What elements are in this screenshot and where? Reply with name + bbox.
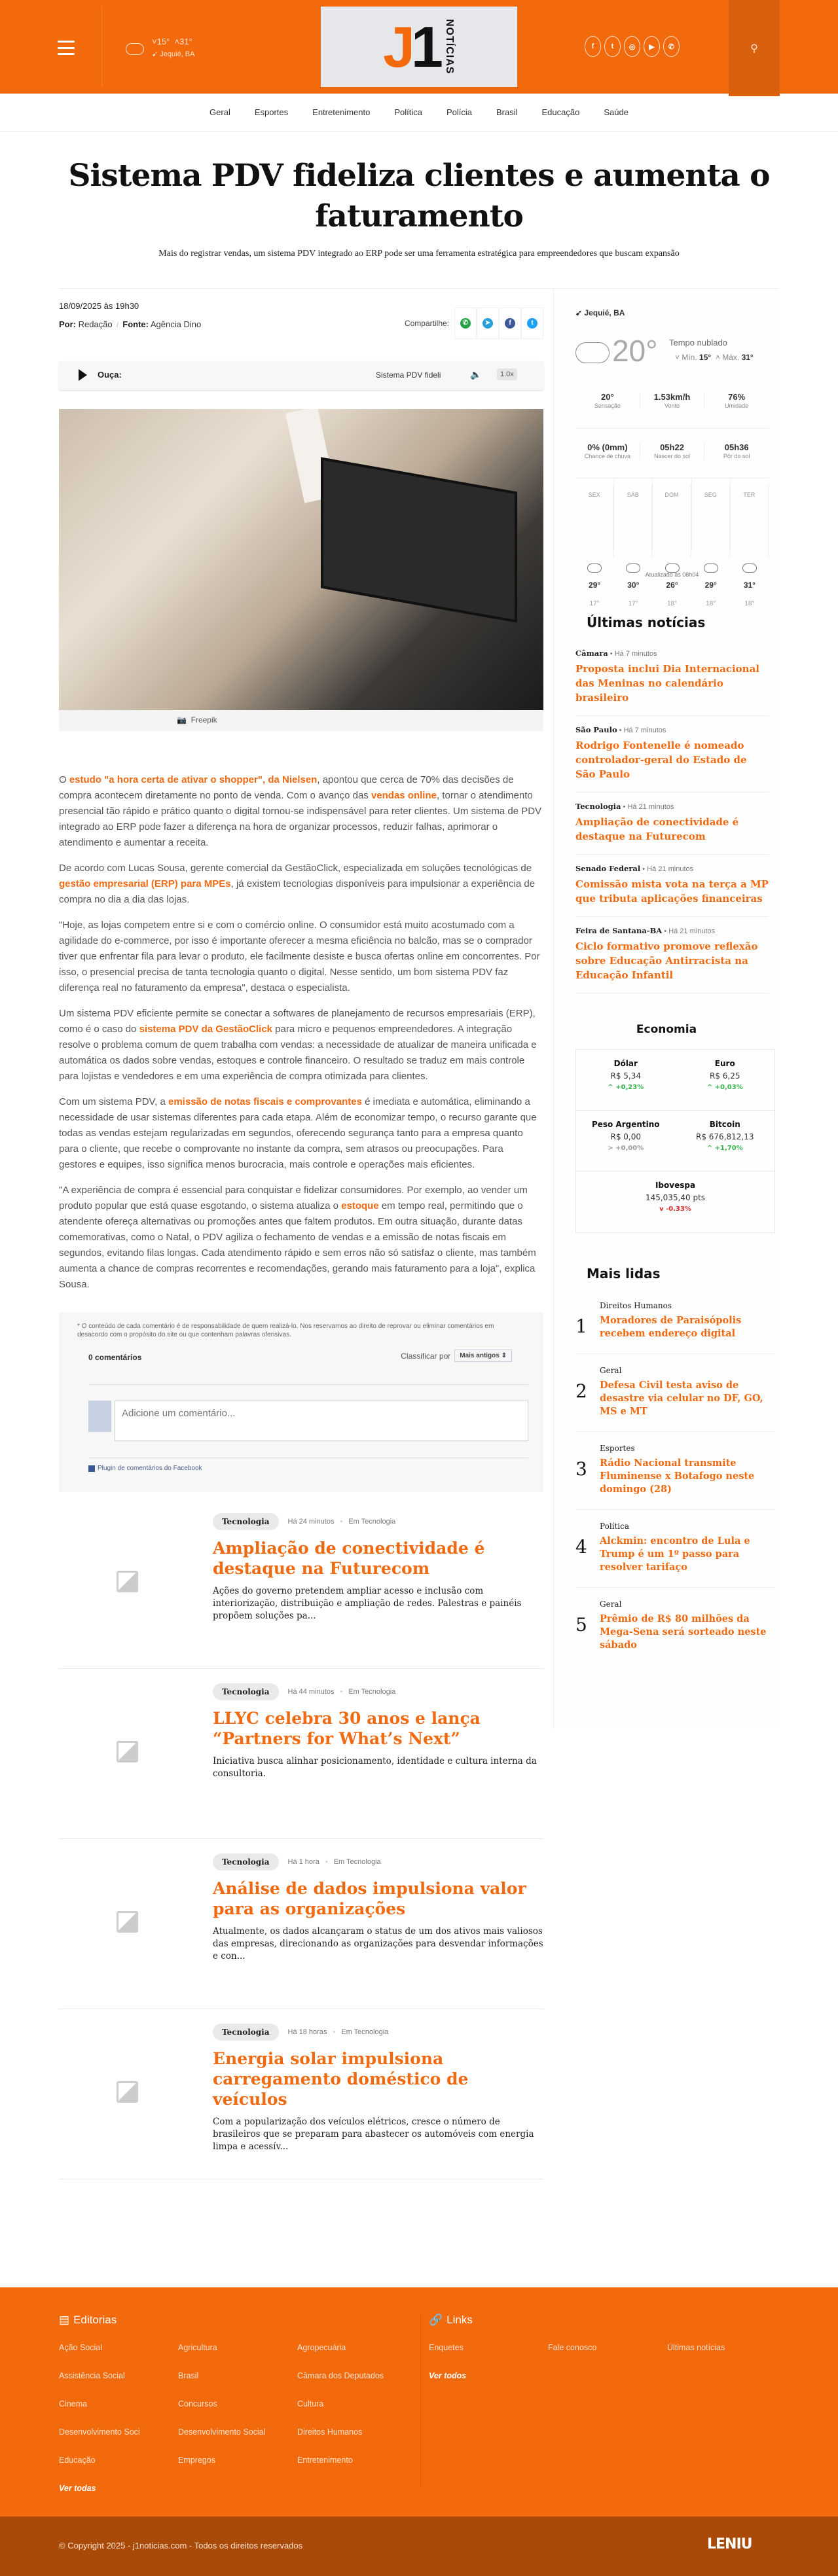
time: Há 18 horas	[287, 2028, 327, 2036]
rank-number: 4	[575, 1536, 587, 1558]
stat-value: 1.53km/h	[653, 392, 691, 402]
audio-player	[59, 361, 543, 390]
currency-change: v -0.33%	[659, 1206, 691, 1213]
forecast-day	[692, 478, 731, 607]
article-paragraph	[59, 918, 543, 996]
weather-stat	[640, 392, 705, 410]
article	[59, 301, 543, 2179]
share-bar	[405, 308, 543, 339]
article-excerpt: Com a popularização dos veículos elétricos, cresce o número de brasileiros que se preparam para abastecer os automóveis com energia limpa e acessív...	[213, 2117, 534, 2152]
see-all-editorias-link[interactable]: Ver todas	[59, 2484, 96, 2493]
cloud-icon	[575, 342, 610, 363]
item-title[interactable]: Alckmin: encontro de Lula e Trump é um 1º passo para resolver tarifaço	[600, 1535, 750, 1573]
copyright: © Copyright 2025 - j1noticias.com - Todos os direitos reservados	[59, 2541, 303, 2550]
footer	[0, 2287, 838, 2516]
article-meta	[213, 2024, 543, 2041]
item-title[interactable]: Comissão mista vota na terça a MP que tributa aplicações financeiras	[575, 878, 769, 904]
most-read-item	[575, 1289, 775, 1354]
nav-item-brasil[interactable]: Brasil	[496, 107, 518, 117]
item-meta	[575, 725, 769, 734]
paragraph-text: , tornar o atendimento presencial tão rápido e prático quanto o digital tornou-se indispensável para reter clientes. Um sistema de PDV integrado ao ERP pode fazer a diferença na hora de organizar processos, reduzir falhas, aprimorar o atendimento e aumentar a receita.	[59, 790, 542, 848]
section[interactable]: Em Tecnologia	[348, 1688, 396, 1696]
nav-item-entretenimento[interactable]: Entretenimento	[312, 107, 371, 117]
inline-link[interactable]: estoque	[341, 1200, 379, 1211]
separator: •	[617, 726, 624, 734]
facebook-plugin-link[interactable]	[88, 1465, 202, 1472]
time: Há 21 minutos	[647, 865, 694, 873]
editorias-heading	[59, 2314, 117, 2327]
footer-editoria-link[interactable]: Concursos	[178, 2399, 217, 2408]
category[interactable]: Tecnologia	[575, 802, 621, 811]
separator: •	[333, 2028, 336, 2036]
day-label: TER	[731, 485, 769, 557]
item-title[interactable]: Rádio Nacional transmite Fluminense x Botafogo neste domingo (28)	[600, 1458, 755, 1495]
stat-label: Umidade	[725, 402, 749, 409]
most-read	[554, 1289, 779, 1665]
stat-value: 76%	[728, 392, 746, 402]
play-icon[interactable]	[79, 369, 87, 381]
most-read-item	[575, 1432, 775, 1510]
footer-editoria-link[interactable]: Brasil	[178, 2371, 199, 2380]
article-title[interactable]: Ampliação de conectividade é destaque na Futurecom	[213, 1539, 485, 1578]
footer-editoria-link[interactable]: Entretenimento	[297, 2456, 353, 2465]
time: Há 21 minutos	[668, 927, 716, 935]
related-article	[59, 1669, 543, 1839]
link-icon: 🔗	[429, 2314, 443, 2326]
paragraph-text: em tempo real, permitindo que o atendente ofereça alternativas ou promoções antes que faltem produtos. Em outra situação, durante datas comemorativas, como o Natal, o PDV agiliza o fechamento de vendas e a emissão de notas fiscais em segundos, evitando filas longas. Cada atendimento rápido e sem erros não só satisfaz o cliente, mas também aumenta a chance de compras recorrentes e recomendações, gerando mais faturamento para a loja", explica Sousa.	[59, 1200, 536, 1290]
separator: •	[340, 1688, 343, 1696]
player-label: Ouça:	[98, 370, 122, 380]
max-temp: 30°	[627, 581, 640, 590]
item-title[interactable]: Prêmio de R$ 80 milhões da Mega-Sena será sorteado neste sábado	[600, 1613, 767, 1651]
min-label: Mín.	[682, 353, 697, 362]
weather-desc: Tempo nublado	[669, 338, 727, 348]
rank-number: 3	[575, 1458, 587, 1480]
share-telegram-button[interactable]	[477, 308, 499, 339]
item-title[interactable]: Defesa Civil testa aviso de desastre via celular no DF, GO, MS e MT	[600, 1380, 763, 1417]
article-body	[59, 772, 543, 1293]
article-meta	[213, 1853, 543, 1870]
divider	[420, 2312, 421, 2489]
currency-name: Ibovespa	[655, 1181, 696, 1190]
footer-link[interactable]: Enquetes	[429, 2343, 464, 2352]
min-temp: 17°	[628, 600, 638, 607]
economy-item	[676, 1111, 775, 1171]
economy-row	[576, 1111, 774, 1172]
most-read-heading: Mais lidas	[587, 1266, 661, 1281]
forecast-day	[614, 478, 653, 607]
category[interactable]: Política	[600, 1522, 630, 1531]
inline-link[interactable]: estudo "a hora certa de ativar o shopper", da Nielsen	[69, 774, 318, 785]
image-placeholder-icon	[117, 1741, 138, 1762]
location-label: Jequié, BA	[584, 308, 625, 317]
weather-widget	[575, 308, 769, 607]
forecast-day	[575, 478, 614, 607]
whatsapp-icon: ✆	[460, 318, 471, 329]
category[interactable]: Câmara	[575, 649, 608, 658]
category-tag[interactable]: Tecnologia	[213, 2024, 279, 2041]
category[interactable]: São Paulo	[575, 725, 617, 734]
article-image	[59, 409, 543, 710]
sort-label: Classificar por	[401, 1351, 451, 1361]
economy-item	[676, 1050, 775, 1110]
share-whatsapp-button[interactable]	[454, 308, 477, 339]
weather-location: ➹ Jequié, BA	[575, 308, 625, 317]
latest-heading: Últimas notícias	[587, 615, 706, 630]
category[interactable]: Direitos Humanos	[600, 1301, 672, 1310]
latest-news	[554, 639, 779, 993]
max-temp: 29°	[704, 581, 717, 590]
time: Há 44 minutos	[287, 1688, 335, 1696]
max-value: 31°	[741, 353, 754, 362]
separator: •	[325, 1858, 328, 1866]
section[interactable]: Em Tecnologia	[333, 1858, 381, 1866]
economy-heading: Economia	[636, 1023, 697, 1036]
max-label: Máx.	[722, 353, 740, 362]
article-paragraph	[59, 1094, 543, 1173]
paragraph-text: "Hoje, as lojas competem entre si e com o comércio online. O consumidor está muito acostumado com a agilidade do e-commerce, por isso é importante oferecer a mesma eficiência no balcão, mas se o comprador tiver que enfrentar fila para levar o produto, ele facilmente desiste e busca ofertas online em concorrentes. Por isso, o presencial precisa de tanta tecnologia quanto o digital. Nesse sentido, um bom sistema PDV faz diferença real no faturamento da empresa", destaca o especialista.	[59, 920, 540, 993]
article-paragraph	[59, 1183, 543, 1293]
latest-item	[575, 793, 769, 855]
latest-item	[575, 917, 769, 993]
paragraph-text: "A experiência de compra é essencial para conquistar e fidelizar consumidores. Por exemplo, ao vender um produto popular que está quase esgotando, o sistema atualiza o	[59, 1185, 528, 1211]
rank-number: 1	[575, 1315, 587, 1337]
rank-number: 5	[575, 1614, 587, 1636]
article-subtitle: Mais do registrar vendas, um sistema PDV integrado ao ERP pode ser uma ferramenta estratégica para empreendedores que buscam expansão	[158, 249, 680, 259]
temp-max: 31°	[179, 37, 192, 46]
inline-link[interactable]: emissão de notas fiscais e comprovantes	[168, 1096, 362, 1107]
max-temp: 26°	[666, 581, 678, 590]
weather-stat	[704, 392, 769, 410]
author: Redação	[78, 319, 113, 329]
article-title[interactable]: Energia solar impulsiona carregamento doméstico de veículos	[213, 2049, 469, 2109]
links-heading	[429, 2314, 473, 2327]
see-all-links-link[interactable]: Ver todos	[429, 2371, 467, 2380]
weather-stats	[575, 392, 769, 410]
latest-item	[575, 716, 769, 793]
nav-item-geral[interactable]: Geral	[210, 107, 230, 117]
divider	[101, 7, 102, 87]
max-temp: 31°	[743, 581, 756, 590]
share-label: Compartilhe:	[404, 319, 449, 328]
min-temp: 17°	[589, 600, 600, 607]
related-article	[59, 1499, 543, 1669]
paragraph-text: Com um sistema PDV, a	[59, 1096, 168, 1107]
stat-value: 05h36	[724, 442, 749, 452]
article-header	[59, 301, 543, 746]
latest-item	[575, 855, 769, 917]
item-meta	[575, 864, 769, 873]
category-tag[interactable]: Tecnologia	[213, 1683, 279, 1700]
nav-item-educação[interactable]: Educação	[541, 107, 580, 117]
newspaper-icon: ▤	[59, 2314, 70, 2326]
item-meta	[575, 926, 769, 935]
weather-stat	[640, 442, 705, 460]
currency-value: R$ 676,812,13	[696, 1132, 754, 1141]
article-paragraph	[59, 1006, 543, 1084]
image-placeholder-icon	[117, 1571, 138, 1592]
most-read-item	[575, 1588, 775, 1665]
currency-value: R$ 6,25	[709, 1071, 740, 1081]
sort-select[interactable]: Mais antigos ⇕	[454, 1350, 512, 1362]
footer-editoria-link[interactable]: Cultura	[297, 2399, 324, 2408]
item-title[interactable]: Moradores de Paraisópolis recebem endereço digital	[600, 1315, 742, 1339]
stat-label: Pôr do sol	[723, 453, 750, 459]
currency-change: ^ +0,23%	[608, 1084, 644, 1091]
stat-label: Nascer do sol	[653, 453, 691, 459]
footer-editoria-link[interactable]: Direitos Humanos	[297, 2427, 363, 2437]
divider	[575, 428, 769, 429]
comment-input[interactable]	[115, 1401, 528, 1441]
currency-change: ^ +1,70%	[706, 1145, 743, 1152]
stat-label: Vento	[664, 402, 680, 409]
category-tag[interactable]: Tecnologia	[213, 1853, 279, 1870]
article-excerpt: Iniciativa busca alinhar posicionamento, identidade e cultura interna da consultoria.	[213, 1756, 537, 1779]
stat-value: 0% (0mm)	[587, 442, 628, 452]
currency-change: > +0,00%	[608, 1145, 644, 1152]
related-articles	[59, 1499, 543, 2179]
stat-value: 05h22	[660, 442, 684, 452]
paragraph-text: para micro e pequenos empreendedores. A integração resolve o problema comum de quem trabalha com vendas: a necessidade de atualizar de maneira unificada e automática os dados sobre vendas, estoques e controle financeiro. O resultado se traduz em mais controle para lojistas e vendedores e em uma experiência de compra otimizada para clientes.	[59, 1024, 537, 1082]
article-title[interactable]: LLYC celebra 30 anos e lança “Partners for What’s Next”	[213, 1709, 481, 1748]
site-logo[interactable]	[321, 7, 517, 87]
economy-item	[576, 1050, 676, 1110]
category-tag[interactable]: Tecnologia	[213, 1513, 279, 1530]
most-read-item	[575, 1354, 775, 1432]
inline-link[interactable]: vendas online	[371, 790, 437, 801]
image-placeholder-icon	[117, 1911, 138, 1933]
temp-min: 15°	[156, 37, 170, 46]
main-nav	[0, 94, 838, 132]
footer-editoria-link[interactable]: Cinema	[59, 2399, 88, 2408]
developer-logo[interactable]: LENIU	[707, 2536, 752, 2552]
search-button[interactable]	[729, 0, 780, 96]
separator: •	[621, 803, 628, 811]
separator: •	[340, 1518, 343, 1526]
most-read-item	[575, 1510, 775, 1588]
footer-bottom	[0, 2516, 838, 2576]
currency-name: Euro	[714, 1059, 735, 1068]
day-label: SÁB	[614, 485, 652, 557]
youtube-icon[interactable]: ▶	[644, 36, 660, 57]
speed-button[interactable]: 1.0x	[497, 368, 517, 380]
currency-value: 145,035,40 pts	[645, 1193, 706, 1202]
currency-name: Peso Argentino	[591, 1120, 660, 1129]
min-max: ˅ Mín. 15° ˄ Máx. 31°	[675, 353, 754, 362]
economy-item	[576, 1172, 774, 1232]
currency-name: Dólar	[613, 1059, 638, 1068]
footer-editoria-link[interactable]: Agricultura	[178, 2343, 217, 2352]
site-header: ˅15° ˄31° ➹ Jequié, BA J1 NOTÍCIAS f t ◎ ▶ ✆ ⚲	[0, 0, 838, 94]
related-article	[59, 1839, 543, 2009]
divider	[88, 1384, 528, 1385]
inline-link[interactable]: gestão empresarial (ERP) para MPEs	[59, 878, 231, 889]
rank-number: 2	[575, 1380, 587, 1402]
photo-credit: Freepik	[191, 715, 217, 724]
currency-change: ^ +0,03%	[706, 1084, 743, 1091]
economy-row	[576, 1172, 774, 1232]
latest-item	[575, 639, 769, 716]
weather-stat	[704, 442, 769, 460]
footer-link[interactable]: Fale conosco	[548, 2343, 597, 2352]
min-temp: 18°	[706, 600, 716, 607]
item-meta	[575, 649, 769, 658]
links-label: Links	[446, 2314, 473, 2326]
inline-link[interactable]: sistema PDV da GestãoClick	[139, 1024, 273, 1035]
footer-editoria-link[interactable]: Educação	[59, 2456, 96, 2465]
byline: Por: Redação / Fonte: Agência Dino	[59, 319, 202, 329]
camera-icon: 📷	[177, 715, 187, 724]
nav-item-política[interactable]: Política	[394, 107, 422, 117]
footer-link[interactable]: Últimas notícias	[667, 2343, 725, 2352]
category[interactable]: Feira de Santana-BA	[575, 926, 663, 935]
time: Há 7 minutos	[614, 650, 657, 658]
player-title: Sistema PDV fideli	[376, 370, 441, 380]
source: Agência Dino	[150, 319, 202, 329]
article-excerpt: Ações do governo pretendem ampliar acesso e inclusão com interiorização, distribuição e ampliação de redes. Palestras e painéis propõem soluções pa...	[213, 1586, 522, 1621]
logo-mark: J1	[383, 14, 439, 79]
min-value: 15°	[699, 353, 712, 362]
stat-label: Sensação	[594, 402, 621, 409]
weather-updated: Atualizado às 08h04	[645, 571, 699, 578]
currency-value: R$ 0,00	[610, 1132, 641, 1141]
currency-name: Bitcoin	[709, 1120, 740, 1129]
paragraph-text: , já existem tecnologias disponíveis para impulsionar a experiência de compra no dia a dia das lojas.	[59, 878, 536, 905]
weather-stats-2	[575, 442, 769, 460]
item-title[interactable]: Rodrigo Fontenelle é nomeado controlador-geral do Estado de São Paulo	[575, 740, 747, 780]
telegram-icon: ➤	[483, 318, 493, 329]
image-caption	[59, 710, 543, 731]
source-label: Fonte:	[122, 319, 149, 329]
economy-row	[576, 1050, 774, 1111]
economy-item	[576, 1111, 676, 1171]
item-meta	[575, 802, 769, 811]
comments-disclaimer: * O conteúdo de cada comentário é de responsabilidade de quem realizá-lo. Nos reservamos ao direito de reprovar ou eliminar comentários em desacordo com o propósito do site ou que contenham palavras ofensivas.	[77, 1323, 494, 1338]
paragraph-text: O	[59, 774, 69, 785]
category[interactable]: Geral	[600, 1366, 622, 1375]
header-location: Jequié, BA	[160, 50, 195, 58]
nav-item-esportes[interactable]: Esportes	[254, 107, 289, 117]
editorias-label: Editorias	[73, 2314, 117, 2326]
cloud-icon	[126, 43, 144, 55]
footer-editoria-link[interactable]: Empregos	[178, 2456, 215, 2465]
footer-editoria-link[interactable]: Desenvolvimento Social	[178, 2427, 266, 2437]
item-title[interactable]: Proposta inclui Dia Internacional das Meninas no calendário brasileiro	[575, 663, 759, 704]
article-excerpt: Atualmente, os dados alcançaram o status de um dos ativos mais valiosos das empresas, direcionando as organizações para desvendar informações e con...	[213, 1926, 543, 1961]
related-article	[59, 2009, 543, 2179]
category[interactable]: Senado Federal	[575, 864, 641, 873]
weather-stat	[575, 392, 640, 410]
day-label: SEG	[692, 485, 730, 557]
paragraph-text: Um sistema PDV eficiente permite se conectar a softwares de planejamento de recursos empresariais (ERP), como é o caso do	[59, 1008, 536, 1035]
page-title: Sistema PDV fideliza clientes e aumenta o faturamento	[68, 158, 770, 234]
stat-label: Chance de chuva	[584, 453, 630, 459]
category[interactable]: Esportes	[600, 1444, 635, 1453]
comment-count: 0 comentários	[88, 1353, 142, 1362]
footer-editoria-link[interactable]: Câmara dos Deputados	[297, 2371, 384, 2380]
day-label: SEX	[575, 485, 613, 557]
instagram-icon[interactable]: ◎	[624, 36, 640, 57]
footer-editoria-link[interactable]: Agropecuária	[297, 2343, 346, 2352]
paragraph-text: , apontou que cerca de 70% das decisões de compra acontecem diretamente no ponto de venda. Com o avanço das	[59, 774, 514, 801]
facebook-icon	[88, 1465, 95, 1472]
volume-icon[interactable]: 🔈	[470, 369, 482, 380]
article-date: 18/09/2025 às 19h30	[59, 301, 139, 311]
time: Há 21 minutos	[627, 803, 674, 811]
separator: •	[608, 650, 615, 658]
logo-sub: NOTÍCIAS	[443, 19, 455, 75]
share-facebook-button[interactable]	[499, 308, 521, 339]
time: Há 7 minutos	[623, 726, 666, 734]
time: Há 24 minutos	[287, 1518, 335, 1526]
separator: •	[640, 865, 647, 873]
facebook-icon: f	[505, 318, 515, 329]
category[interactable]: Geral	[600, 1600, 622, 1609]
time: Há 1 hora	[287, 1858, 319, 1866]
search-icon: ⚲	[750, 43, 758, 54]
article-title[interactable]: Análise de dados impulsiona valor para as organizações	[213, 1879, 526, 1918]
weather-stat	[575, 442, 640, 460]
forecast-day	[731, 478, 769, 607]
sidebar	[553, 289, 779, 1728]
twitter-icon[interactable]: t	[604, 36, 621, 57]
item-title[interactable]: Ampliação de conectividade é destaque na Futurecom	[575, 816, 739, 842]
article-paragraph	[59, 772, 543, 851]
avatar	[88, 1401, 111, 1432]
article-paragraph	[59, 861, 543, 908]
by-label: Por:	[59, 319, 76, 329]
economy-widget	[575, 1049, 775, 1233]
section[interactable]: Em Tecnologia	[341, 2028, 389, 2036]
menu-icon[interactable]	[58, 41, 75, 55]
min-temp: 18°	[666, 600, 678, 607]
article-meta	[213, 1513, 543, 1530]
min-temp: 18°	[744, 600, 755, 607]
nav-item-polícia[interactable]: Polícia	[446, 107, 472, 117]
facebook-icon[interactable]: f	[585, 36, 601, 57]
social-links	[585, 36, 680, 57]
day-label: DOM	[653, 485, 691, 557]
stat-value: 20°	[601, 392, 614, 402]
plugin-label: Plugin de comentários do Facebook	[98, 1465, 202, 1472]
nav-item-saúde[interactable]: Saúde	[604, 107, 628, 117]
currency-value: R$ 5,34	[610, 1071, 641, 1081]
image-placeholder-icon	[117, 2081, 138, 2103]
footer-editoria-link[interactable]: Ação Social	[59, 2343, 103, 2352]
paragraph-text: De acordo com Lucas Sousa, gerente comercial da GestãoClick, especializada em soluções tecnológicas de	[59, 863, 532, 874]
article-meta	[213, 1683, 543, 1700]
item-title[interactable]: Ciclo formativo promove reflexão sobre Educação Antirracista na Educação Infantil	[575, 940, 758, 981]
comments-section	[59, 1312, 543, 1492]
paragraph-text: é imediata e automática, eliminando a necessidade de usar sistemas diferentes para cada etapa. Além de economizar tempo, o recurso garante que todas as vendas estejam regularizadas em segundos, oferecendo segurança tanto para a empresa quanto para o cliente, que recebe o comprovante no instante da compra, sem atrasos ou preocupações. Para gestores e equipes, isso significa menos burocracia, mais controle e operações mais eficientes.	[59, 1096, 537, 1170]
footer-editoria-link[interactable]: Desenvolvimento Soci	[59, 2427, 140, 2437]
share-twitter-button[interactable]	[521, 308, 543, 339]
current-temp: 20°	[612, 334, 658, 368]
twitter-icon: t	[527, 318, 537, 329]
whatsapp-icon[interactable]: ✆	[663, 36, 680, 57]
footer-editoria-link[interactable]: Assistência Social	[59, 2371, 125, 2380]
separator: •	[662, 927, 669, 935]
max-temp: 29°	[589, 581, 601, 590]
section[interactable]: Em Tecnologia	[348, 1518, 396, 1526]
